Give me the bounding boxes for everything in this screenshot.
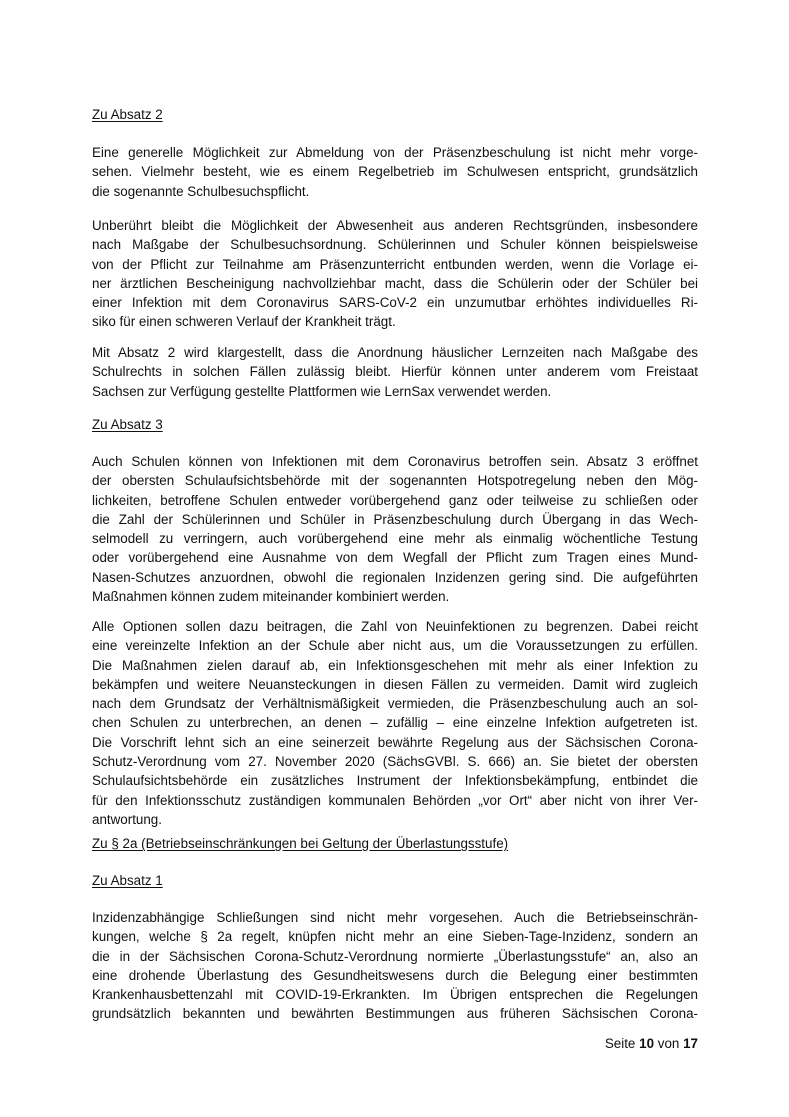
- paragraph-line: siko für einen schweren Verlauf der Krankheit trägt.: [92, 314, 396, 330]
- paragraph-line: kungen, welche § 2a regelt, knüpfen nicht mehr an eine Sieben-Tage-Inzidenz, sondern an: [92, 929, 698, 945]
- paragraph-line: Nasen-Schutzes anzuordnen, obwohl die regionalen Inzidenzen gering sind. Die aufgeführten: [92, 569, 698, 585]
- paragraph-line: von der Pflicht zur Teilnahme am Präsenzunterricht entbunden werden, wenn die Vorlage ei-: [92, 256, 698, 272]
- section-heading: Zu § 2a (Betriebseinschränkungen bei Geltung der Überlastungsstufe): [92, 836, 509, 851]
- paragraph-line: Inzidenzabhängige Schließungen sind nicht mehr vorgesehen. Auch die Betriebseinschrän-: [92, 910, 698, 925]
- paragraph-line: eine drohende Überlastung des Gesundheitswesens durch die Belegung einer bestimmten: [92, 967, 698, 983]
- paragraph-line: oder vorübergehend eine Ausnahme von dem Wegfall der Pflicht zum Tragen eines Mund-: [92, 550, 698, 566]
- total-page-count: 17: [683, 1036, 698, 1051]
- paragraph-line: Eine generelle Möglichkeit zur Abmeldung von der Präsenzbeschulung ist nicht mehr vorge-: [92, 145, 698, 160]
- paragraph-line: Auch Schulen können von Infektionen mit dem Coronavirus betroffen sein. Absatz 3 eröffnet: [92, 454, 698, 469]
- paragraph-line: nach dem Grundsatz der Verhältnismäßigkeit vermieden, die Präsenzbeschulung auch an sol-: [92, 696, 698, 712]
- paragraph-line: die Zahl der Schülerinnen und Schüler in Präsenzbeschulung durch Übergang in das Wech-: [92, 511, 698, 527]
- paragraph-line: die in der Sächsischen Corona-Schutz-Verordnung normierte „Überlastungsstufe“ an, also an: [92, 948, 698, 964]
- paragraph-line: Schulaufsichtsbehörde ein zusätzliches Instrument der Infektionsbekämpfung, entbindet die: [92, 773, 698, 789]
- page-number-footer: [605, 1034, 698, 1053]
- paragraph-line: Mit Absatz 2 wird klargestellt, dass die Anordnung häuslicher Lernzeiten nach Maßgabe des: [92, 345, 698, 360]
- paragraph: [92, 908, 698, 1024]
- paragraph-line: für den Infektionsschutz zuständigen kommunalen Behörden „vor Ort“ aber nicht von ihrer Ver-: [92, 792, 698, 808]
- section-heading: Zu Absatz 2: [92, 107, 163, 122]
- paragraph-line: chen Schulen zu unterbrechen, an denen – zufällig – eine einzelne Infektion aufgetreten ist.: [92, 715, 698, 731]
- paragraph-line: Sachsen zur Verfügung gestellte Plattformen wie LernSax verwendet werden.: [92, 383, 552, 399]
- paragraph-line: Die Vorschrift lehnt sich an eine seinerzeit bewährte Regelung aus der Sächsischen Corona-: [92, 734, 698, 750]
- paragraph-line: selmodell zu verringern, auch vorübergehend eine mehr als einmalig wöchentliche Testung: [92, 531, 698, 547]
- section-heading: Zu Absatz 1: [92, 873, 163, 888]
- paragraph-line: Unberührt bleibt die Möglichkeit der Abwesenheit aus anderen Rechtsgründen, insbesondere: [92, 218, 698, 233]
- footer-middle: von: [657, 1036, 680, 1051]
- paragraph-line: einer Infektion mit dem Coronavirus SARS-CoV-2 ein unzumutbar erhöhtes individuelles Ri-: [92, 295, 698, 311]
- paragraph-line: Krankenhausbettenzahl mit COVID-19-Erkrankten. Im Übrigen entsprechen die Regelungen: [92, 987, 698, 1003]
- paragraph-line: der obersten Schulaufsichtsbehörde mit der sogenannten Hotspotregelung neben den Mög-: [92, 473, 698, 489]
- paragraph-line: die sogenannte Schulbesuchspflicht.: [92, 183, 310, 199]
- current-page-number: 10: [639, 1036, 655, 1051]
- paragraph-line: ner ärztlichen Bescheinigung nachvollziehbar macht, dass die Schülerin oder der Schüler bei: [92, 275, 698, 291]
- paragraph-line: Schulrechts in solchen Fällen zulässig bleibt. Hierfür können unter anderem vom Freistaat: [92, 364, 698, 380]
- paragraph-line: Schutz-Verordnung vom 27. November 2020 (SächsGVBl. S. 666) an. Sie bietet der obersten: [92, 754, 698, 770]
- footer-prefix: Seite: [604, 1036, 636, 1051]
- paragraph-line: grundsätzlich bekannten und bewährten Bestimmungen aus früheren Sächsischen Corona-: [92, 1006, 698, 1022]
- paragraph-line: Alle Optionen sollen dazu beitragen, die Zahl von Neuinfektionen zu begrenzen. Dabei reicht: [92, 619, 698, 634]
- paragraph-line: Die Maßnahmen zielen darauf ab, ein Infektionsgeschehen mit mehr als einer Infektion zu: [92, 657, 698, 673]
- paragraph: [92, 617, 698, 829]
- paragraph-line: nach Maßgabe der Schulbesuchsordnung. Schülerinnen und Schuler können beispielsweise: [92, 237, 698, 253]
- paragraph-line: sehen. Vielmehr besteht, wie es einem Regelbetrieb im Schulwesen entspricht, grundsätzlich: [92, 164, 698, 180]
- paragraph-line: Maßnahmen können zudem miteinander kombiniert werden.: [92, 589, 450, 605]
- section-heading: Zu Absatz 3: [92, 417, 163, 432]
- paragraph: [92, 452, 698, 606]
- paragraph: [92, 143, 698, 201]
- paragraph: [92, 343, 698, 401]
- paragraph-line: antwortung.: [92, 811, 162, 827]
- paragraph-line: eine vereinzelte Infektion an der Schule aber nicht aus, um die Voraussetzungen zu erfüllen.: [92, 638, 698, 654]
- paragraph-line: bekämpfen und weitere Neuansteckungen in diesen Fällen zu vermeiden. Damit wird zugleich: [92, 676, 698, 692]
- paragraph-line: lichkeiten, betroffene Schulen entweder vorübergehend ganz oder teilweise zu schließen oder: [92, 492, 698, 508]
- paragraph: [92, 216, 698, 332]
